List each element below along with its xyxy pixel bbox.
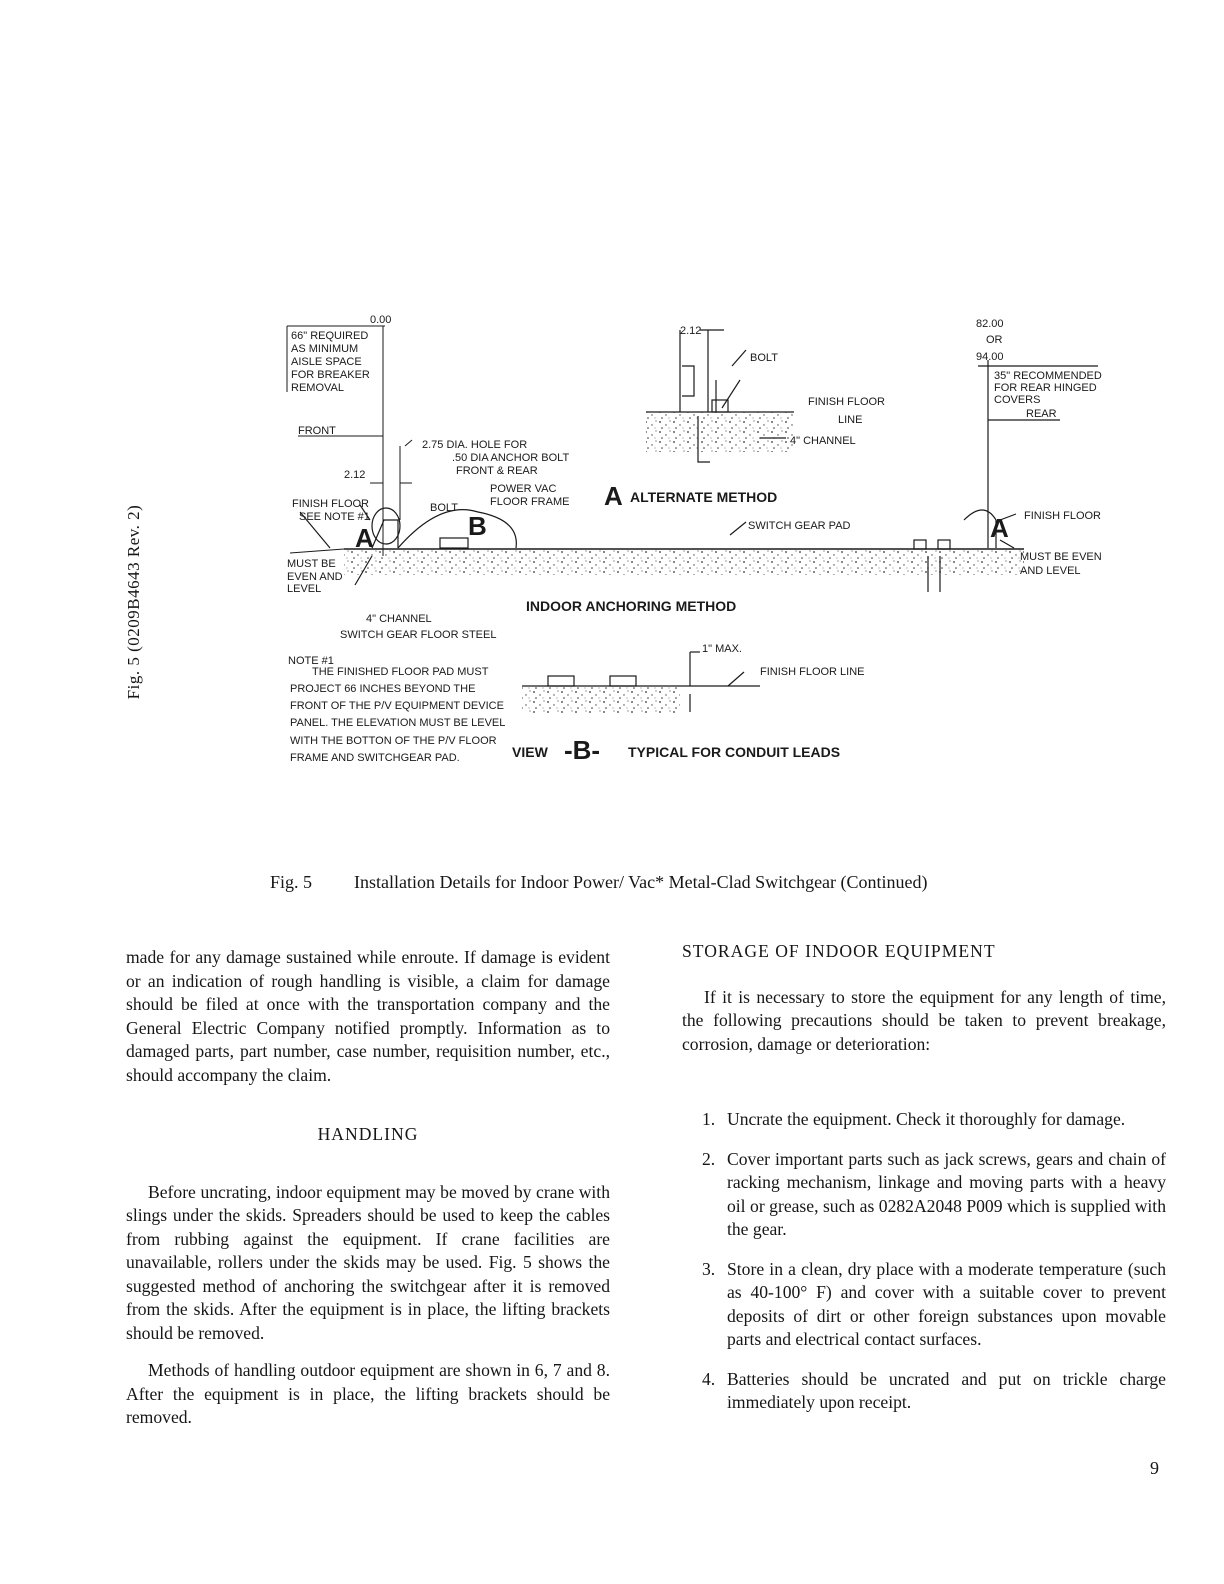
aisle-note-line5: REMOVAL bbox=[291, 382, 344, 394]
installation-diagram bbox=[0, 300, 1224, 780]
figure-number: Fig. 5 bbox=[270, 872, 313, 892]
or-label: OR bbox=[986, 334, 1003, 346]
list-item-number: 1. bbox=[702, 1109, 716, 1129]
finish-floor-line-b-label: FINISH FLOOR LINE bbox=[760, 666, 865, 678]
alternate-method-letter: A bbox=[604, 481, 623, 511]
channel-bottom-label: 4" CHANNEL bbox=[366, 613, 432, 625]
list-item-text: Uncrate the equipment. Check it thoroughly for damage. bbox=[727, 1109, 1126, 1129]
note-line1: NOTE #1 bbox=[288, 655, 334, 667]
finish-floor-right-label: FINISH FLOOR bbox=[1024, 510, 1102, 522]
rear-note-line2: FOR REAR HINGED bbox=[994, 382, 1097, 394]
anchor-hole-line2: .50 DIA ANCHOR BOLT bbox=[452, 452, 570, 464]
one-inch-max-label: 1" MAX. bbox=[702, 643, 742, 655]
finish-floor-line-top-line1: FINISH FLOOR bbox=[808, 396, 886, 408]
note-line4: FRONT OF THE P/V EQUIPMENT DEVICE bbox=[290, 700, 504, 712]
dim-0-label: 0.00 bbox=[370, 314, 392, 326]
list-item bbox=[682, 1258, 1166, 1352]
list-item bbox=[682, 1148, 1166, 1242]
bolt-top-label: BOLT bbox=[750, 352, 778, 364]
front-label: FRONT bbox=[298, 425, 336, 437]
finish-floor-line-top-line2: LINE bbox=[838, 414, 863, 426]
dim-212-top-label: 2.12 bbox=[680, 325, 702, 337]
must-be-line1: MUST BE bbox=[287, 558, 336, 570]
handling-heading: HANDLING bbox=[317, 1124, 419, 1144]
must-be-line3: LEVEL bbox=[287, 583, 322, 595]
dim-212-left-label: 2.12 bbox=[344, 469, 366, 481]
must-be-right-line2: AND LEVEL bbox=[1020, 565, 1081, 577]
floor-steel-label: SWITCH GEAR FLOOR STEEL bbox=[340, 629, 497, 641]
aisle-note-line2: AS MINIMUM bbox=[291, 343, 359, 355]
left-column bbox=[126, 946, 610, 1430]
note-line2: THE FINISHED FLOOR PAD MUST bbox=[312, 666, 489, 678]
note-line6: WITH THE BOTTON OF THE P/V FLOOR bbox=[290, 735, 497, 747]
power-vac-line1: POWER VAC bbox=[490, 483, 557, 495]
list-item-number: 2. bbox=[702, 1148, 716, 1169]
finish-floor-left-line2: SEE NOTE #1 bbox=[299, 511, 370, 523]
damage-claim-paragraph: made for any damage sustained while enroute. If damage is evident or an indication of rough handling is visible, a claim for damage should be filed at once with the transportation company and the General Electric Company notified promptly. Information as to damaged parts, part number, case number, requisition number, etc., should accompany the claim. bbox=[126, 947, 610, 1085]
switch-gear-pad-concrete bbox=[290, 549, 1024, 575]
figure-caption-text: Installation Details for Indoor Power/ Vac* Metal-Clad Switchgear (Continued) bbox=[354, 872, 928, 892]
anchor-hole-line3: FRONT & REAR bbox=[456, 465, 538, 477]
bolt-left-label: BOLT bbox=[430, 502, 458, 514]
handling-paragraph-1: Before uncrating, indoor equipment may be moved by crane with slings under the skids. Spreaders should be used to keep the cables from rubbing against the equipment. If crane facilities are unavailable, rollers under the skids may be used. Fig. 5 shows the suggested method of anchoring the switchgear after it is removed from the skids. After the equipment is in place, the lifting brackets should be removed. bbox=[126, 1181, 610, 1343]
must-be-right-line1: MUST BE EVEN bbox=[1020, 551, 1102, 563]
view-letter: -B- bbox=[564, 735, 601, 765]
storage-heading: STORAGE OF INDOOR EQUIPMENT bbox=[682, 941, 996, 961]
list-item-text: Cover important parts such as jack screws, gears and chain of racking mechanism, linkage and moving parts with a heavy oil or grease, such as 0282A2048 P009 which is supplied with the gear. bbox=[727, 1148, 1166, 1239]
anchor-hole-line1: 2.75 DIA. HOLE FOR bbox=[422, 439, 528, 451]
page-number: 9 bbox=[1150, 1458, 1159, 1478]
list-item-text: Store in a clean, dry place with a moderate temperature (such as 40-100° F) and cover with a suitable cover to prevent deposits of dirt or other foreign substances upon movable parts and electrical contact surfaces. bbox=[727, 1258, 1166, 1349]
list-item bbox=[682, 1368, 1166, 1415]
marker-a-right: A bbox=[990, 513, 1009, 543]
right-column bbox=[682, 940, 1166, 1431]
alternate-method-title: ALTERNATE METHOD bbox=[630, 489, 778, 505]
side-figure-label: Fig. 5 (0209B4643 Rev. 2) bbox=[124, 504, 143, 700]
aisle-note-line4: FOR BREAKER bbox=[291, 369, 370, 381]
dim-82-label: 82.00 bbox=[976, 318, 1004, 330]
list-item-number: 3. bbox=[702, 1258, 716, 1279]
rear-note-line1: 35" RECOMMENDED bbox=[994, 370, 1102, 382]
channel-top-label: 4" CHANNEL bbox=[790, 435, 856, 447]
aisle-note-line1: 66" REQUIRED bbox=[291, 330, 369, 342]
view-label: VIEW bbox=[512, 744, 548, 760]
power-vac-line2: FLOOR FRAME bbox=[490, 496, 570, 508]
switch-gear-pad-label: SWITCH GEAR PAD bbox=[748, 520, 851, 532]
marker-b: B bbox=[468, 511, 487, 541]
storage-precautions-list bbox=[682, 1108, 1166, 1415]
handling-paragraph-2: Methods of handling outdoor equipment are shown in 6, 7 and 8. After the equipment is in place, the lifting brackets should be removed. bbox=[126, 1360, 610, 1427]
note-line5: PANEL. THE ELEVATION MUST BE LEVEL bbox=[290, 717, 506, 729]
figure-caption bbox=[270, 872, 928, 893]
aisle-note-line3: AISLE SPACE bbox=[291, 356, 362, 368]
view-b-detail bbox=[522, 652, 760, 714]
dim-94-label: 94.00 bbox=[976, 351, 1004, 363]
storage-intro-paragraph: If it is necessary to store the equipment for any length of time, the following precautions should be taken to prevent breakage, corrosion, damage or deterioration: bbox=[682, 986, 1166, 1054]
must-be-line2: EVEN AND bbox=[287, 571, 343, 583]
rear-note-line3: COVERS bbox=[994, 394, 1041, 406]
note-line7: FRAME AND SWITCHGEAR PAD. bbox=[290, 752, 460, 764]
view-title: TYPICAL FOR CONDUIT LEADS bbox=[628, 744, 841, 760]
rear-label: REAR bbox=[1026, 408, 1057, 420]
list-item-number: 4. bbox=[702, 1368, 716, 1389]
list-item bbox=[682, 1108, 1166, 1132]
indoor-anchoring-title: INDOOR ANCHORING METHOD bbox=[526, 598, 737, 614]
note-line3: PROJECT 66 INCHES BEYOND THE bbox=[290, 683, 476, 695]
list-item-text: Batteries should be uncrated and put on trickle charge immediately upon receipt. bbox=[727, 1368, 1166, 1412]
finish-floor-left-line1: FINISH FLOOR bbox=[292, 498, 370, 510]
marker-a-left: A bbox=[355, 523, 374, 553]
